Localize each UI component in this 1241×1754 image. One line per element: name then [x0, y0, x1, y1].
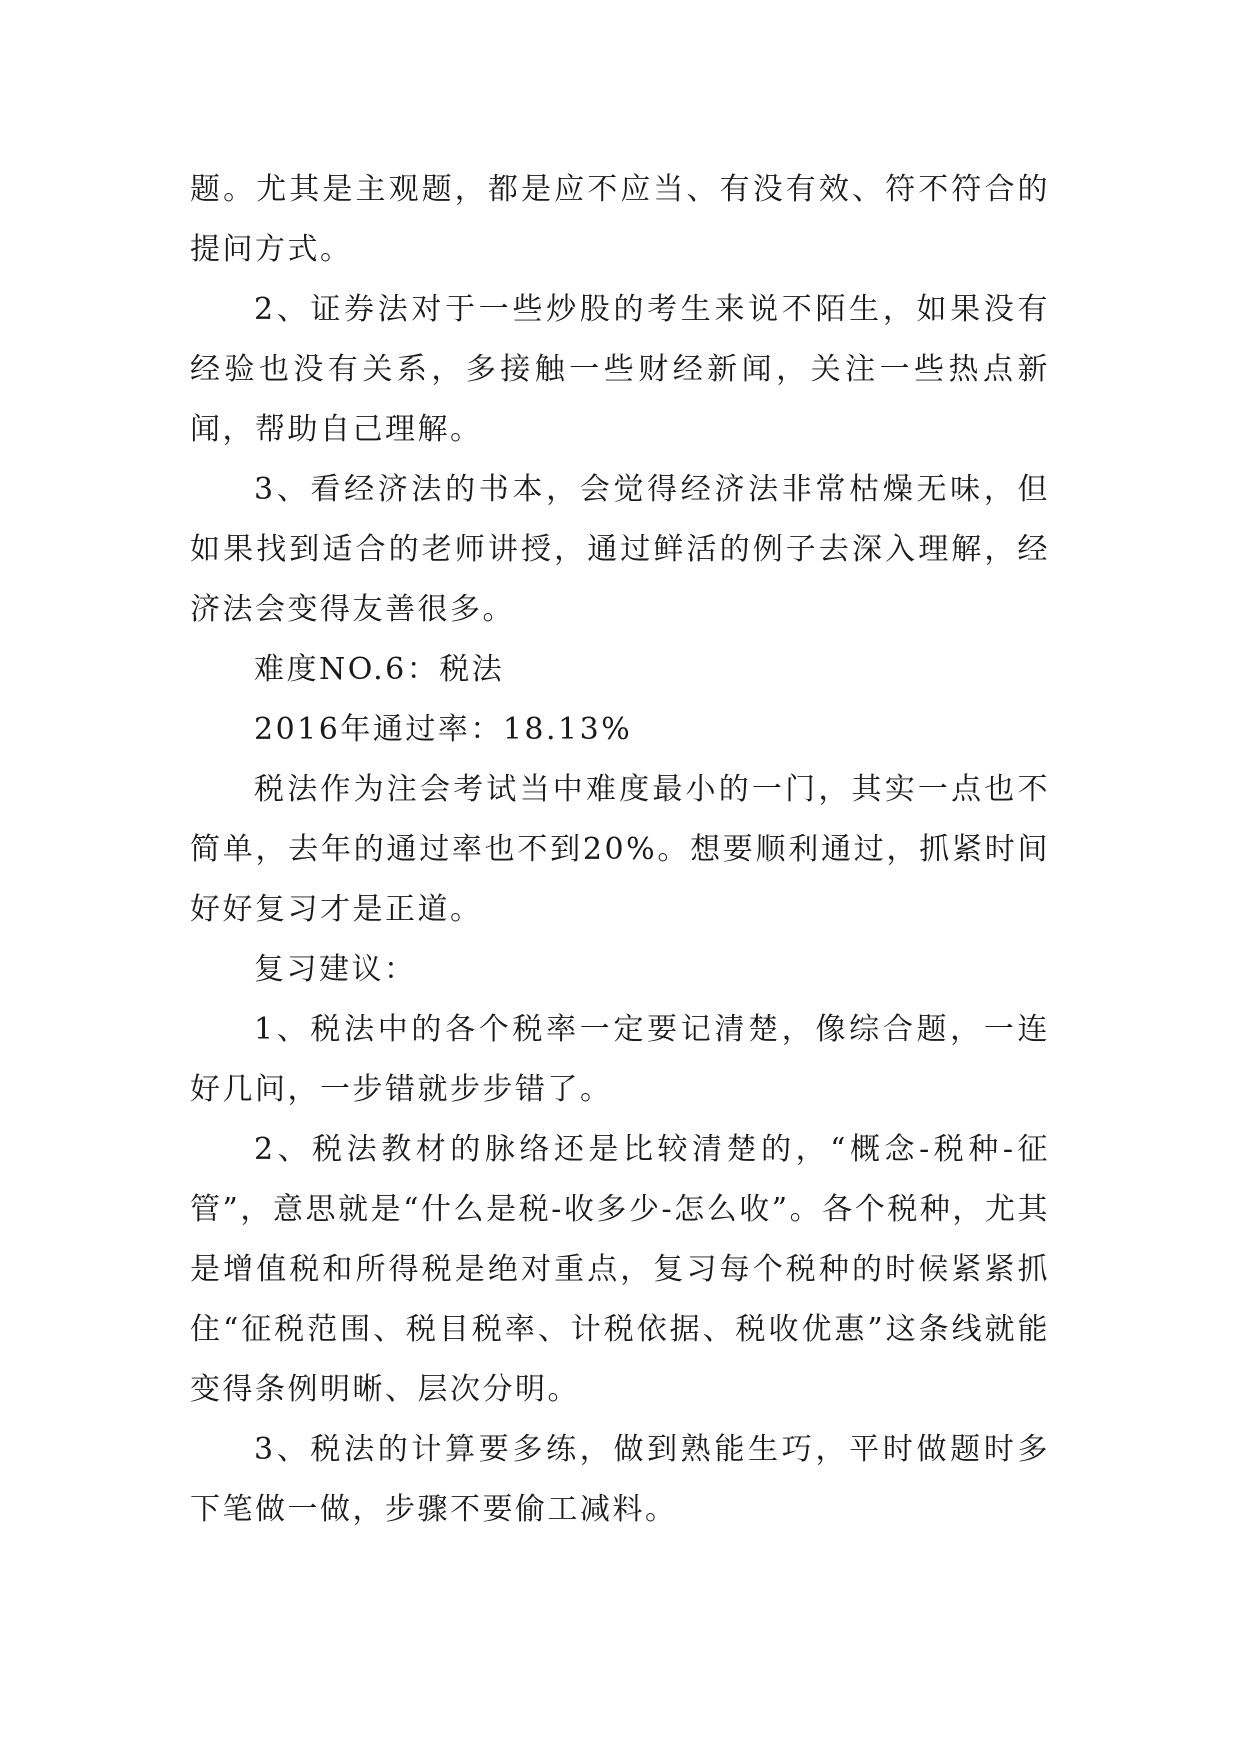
body-text: [190, 160, 1050, 1540]
paragraph-continuation: 题。尤其是主观题，都是应不应当、有没有效、符不符合的提问方式。: [190, 172, 1050, 267]
difficulty-heading: 难度NO.6：税法: [254, 652, 505, 687]
paragraph-tax-rate-tip: 1、税法中的各个税率一定要记清楚，像综合题，一连好几问，一步错就步步错了。: [190, 1012, 1050, 1107]
paragraph-textbook-structure-tip: 2、税法教材的脉络还是比较清楚的，“概念-税种-征管”，意思就是“什么是税-收多少-怎么收”。各个税种，尤其是增值税和所得税是绝对重点，复习每个税种的时候紧紧抓住“征税范围、税目税率、计税依据、税收优惠”这条线就能变得条例明晰、层次分明。: [190, 1132, 1050, 1407]
pass-rate-line: 2016年通过率：18.13%: [254, 712, 633, 747]
paragraph-calculation-tip: 3、税法的计算要多练，做到熟能生巧，平时做题时多下笔做一做，步骤不要偷工减料。: [190, 1432, 1050, 1527]
paragraph-securities-law-tip: 2、证券法对于一些炒股的考生来说不陌生，如果没有经验也没有关系，多接触一些财经新闻，关注一些热点新闻，帮助自己理解。: [190, 292, 1050, 447]
review-advice-heading: 复习建议：: [254, 952, 417, 987]
paragraph-tax-law-intro: 税法作为注会考试当中难度最小的一门，其实一点也不简单，去年的通过率也不到20%。想要顺利通过，抓紧时间好好复习才是正道。: [190, 772, 1050, 927]
paragraph-economic-law-tip: 3、看经济法的书本，会觉得经济法非常枯燥无味，但如果找到适合的老师讲授，通过鲜活的例子去深入理解，经济法会变得友善很多。: [190, 472, 1050, 627]
